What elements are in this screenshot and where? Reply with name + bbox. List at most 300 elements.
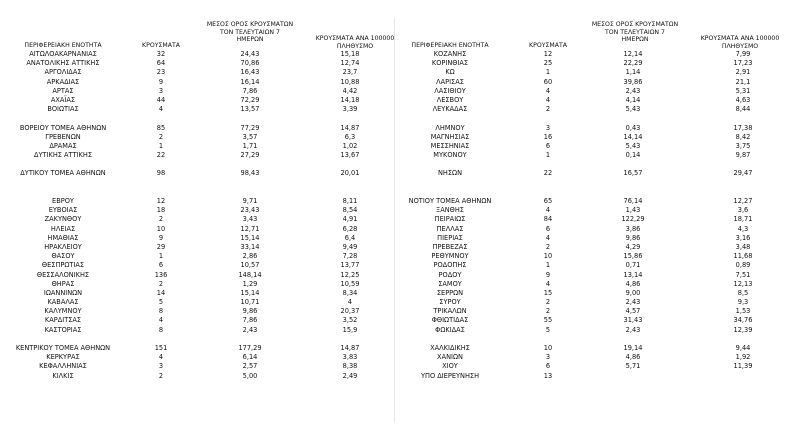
cases-cell: 14 — [156, 288, 166, 297]
cases-per-100k-cell: 6,4 — [344, 233, 356, 242]
cases-per-100k-cell: 13,67 — [340, 151, 360, 160]
row-spacer — [0, 114, 393, 123]
region-name-cell: ΚΟΡΙΝΘΙΑΣ — [431, 59, 469, 68]
cases-cell: 55 — [543, 316, 553, 325]
region-name-cell: ΗΡΑΚΛΕΙΟΥ — [44, 242, 82, 251]
region-name-cell: ΚΕΝΤΡΙΚΟΥ ΤΟΜΕΑ ΑΘΗΝΩΝ — [15, 344, 111, 353]
cases-per-100k-cell: 12,13 — [733, 279, 753, 288]
seven-day-average-cell: 4,29 — [625, 242, 641, 251]
table-row — [0, 280, 393, 289]
region-name-cell: ΡΕΘΥΜΝΟΥ — [431, 252, 469, 261]
table-row — [0, 225, 393, 234]
cases-per-100k-cell: 12,74 — [340, 59, 360, 68]
cases-cell: 2 — [158, 215, 164, 224]
cases-cell: 64 — [156, 59, 166, 68]
cases-cell: 16 — [543, 132, 553, 141]
seven-day-average-cell: 16,43 — [240, 68, 260, 77]
seven-day-average-cell: 15,14 — [240, 233, 260, 242]
table-row — [0, 261, 393, 270]
cases-per-100k-cell: 9,3 — [737, 298, 749, 307]
cases-per-100k-cell: 1,02 — [342, 141, 358, 150]
cases-column-header: ΚΡΟΥΣΜΑΤΑ — [529, 42, 567, 49]
cases-cell: 25 — [543, 59, 553, 68]
cases-per-100k-cell: 4,3 — [737, 224, 749, 233]
cases-per-100k-cell: 2,49 — [342, 371, 358, 380]
seven-day-average-cell: 19,14 — [623, 344, 643, 353]
cases-per-100k-cell: 20,01 — [340, 169, 360, 178]
cases-per-100k-cell: 7,28 — [342, 252, 358, 261]
cases-per-100k-cell: 8,54 — [342, 206, 358, 215]
cases-cell: 136 — [154, 270, 168, 279]
region-name-cell: ΧΑΛΚΙΔΙΚΗΣ — [430, 344, 470, 353]
cases-cell: 151 — [154, 344, 168, 353]
table-row — [395, 280, 788, 289]
seven-day-average-cell: 3,86 — [625, 224, 641, 233]
table-row — [0, 169, 393, 178]
cases-cell: 5 — [545, 325, 551, 334]
avg-column-header: ΜΕΣΟΣ ΟΡΟΣ ΚΡΟΥΣΜΑΤΩΝ ΤΟΝ ΤΕΛΕΥΤΑΙΩΝ 7 ΗΜΕΡΩΝ — [591, 21, 679, 44]
region-name-cell: ΘΑΣΟΥ — [51, 252, 75, 261]
seven-day-average-cell: 0,71 — [625, 261, 641, 270]
cases-per-100k-cell: 10,59 — [340, 279, 360, 288]
seven-day-average-cell: 2,86 — [242, 252, 258, 261]
cases-cell: 15 — [543, 288, 553, 297]
right-table — [395, 18, 788, 381]
cases-per-100k-cell: 11,39 — [733, 362, 753, 371]
region-name-cell: ΛΗΜΝΟΥ — [435, 123, 465, 132]
seven-day-average-cell: 2,43 — [625, 298, 641, 307]
table-row — [0, 271, 393, 280]
table-row — [0, 133, 393, 142]
row-spacer — [395, 114, 788, 123]
cases-cell: 2 — [545, 105, 551, 114]
region-name-cell: ΚΩ — [445, 68, 455, 77]
table-row — [0, 87, 393, 96]
seven-day-average-cell: 9,00 — [625, 288, 641, 297]
cases-per-100k-cell: 3,52 — [342, 316, 358, 325]
table-row — [395, 87, 788, 96]
table-row — [0, 344, 393, 353]
cases-cell: 2 — [545, 298, 551, 307]
seven-day-average-cell: 16,14 — [240, 77, 260, 86]
cases-cell: 4 — [545, 86, 551, 95]
cases-cell: 12 — [543, 50, 553, 58]
region-name-cell: ΠΡΕΒΕΖΑΣ — [432, 242, 468, 251]
seven-day-average-cell: 24,43 — [240, 50, 260, 58]
cases-cell: 98 — [156, 169, 166, 178]
table-row — [0, 298, 393, 307]
cases-cell: 1 — [545, 261, 551, 270]
seven-day-average-cell: 12,71 — [240, 224, 260, 233]
seven-day-average-cell: 22,29 — [623, 59, 643, 68]
region-name-cell: ΕΒΡΟΥ — [52, 197, 74, 206]
cases-cell: 18 — [156, 206, 166, 215]
right-table-body — [395, 50, 788, 381]
region-name-cell: ΤΡΙΚΑΛΩΝ — [433, 307, 467, 316]
cases-cell: 1 — [545, 68, 551, 77]
cases-cell: 65 — [543, 197, 553, 206]
cases-per-100k-cell: 3,6 — [737, 206, 749, 215]
rate-column-header: ΚΡΟΥΣΜΑΤΑ ΑΝΑ 100000 ΠΛΗΘΥΣΜΟ — [315, 35, 395, 50]
row-spacer — [395, 179, 788, 197]
cases-per-100k-cell: 0,89 — [735, 261, 751, 270]
table-row — [0, 142, 393, 151]
cases-cell: 2 — [158, 371, 164, 380]
table-row — [395, 243, 788, 252]
cases-per-100k-cell: 10,88 — [340, 77, 360, 86]
region-name-cell: ΣΥΡΟΥ — [439, 298, 461, 307]
cases-cell: 4 — [158, 105, 164, 114]
table-row — [0, 289, 393, 298]
region-name-cell: ΜΕΣΣΗΝΙΑΣ — [430, 141, 470, 150]
table-row — [395, 133, 788, 142]
cases-per-100k-cell: 3,48 — [735, 242, 751, 251]
table-row — [395, 78, 788, 87]
cases-per-100k-cell: 8,34 — [342, 288, 358, 297]
cases-cell: 22 — [156, 151, 166, 160]
cases-per-100k-cell: 29,47 — [733, 169, 753, 178]
table-row — [395, 59, 788, 68]
region-name-cell: ΠΕΛΛΑΣ — [436, 224, 464, 233]
region-name-cell: ΑΙΤΩΛΟΑΚΑΡΝΑΝΙΑΣ — [29, 50, 97, 58]
region-name-cell: ΝΗΣΩΝ — [437, 169, 463, 178]
cases-per-100k-cell: 14,18 — [340, 95, 360, 104]
left-table-header — [0, 18, 393, 50]
table-row — [395, 261, 788, 270]
cases-per-100k-cell: 14,87 — [340, 344, 360, 353]
cases-cell: 29 — [156, 242, 166, 251]
cases-cell: 4 — [545, 279, 551, 288]
region-name-cell: ΑΡΚΑΔΙΑΣ — [46, 77, 80, 86]
cases-per-100k-cell: 17,38 — [733, 123, 753, 132]
region-name-cell: ΛΕΥΚΑΔΑΣ — [432, 105, 468, 114]
left-table-body — [0, 50, 393, 381]
cases-per-100k-cell: 21,1 — [735, 77, 751, 86]
cases-cell: 4 — [545, 233, 551, 242]
table-row — [0, 105, 393, 114]
table-row — [0, 50, 393, 59]
cases-per-100k-cell: 3,16 — [735, 233, 751, 242]
table-row — [395, 344, 788, 353]
region-name-cell: ΘΕΣΠΡΩΤΙΑΣ — [41, 261, 85, 270]
table-row — [0, 316, 393, 325]
seven-day-average-cell: 0,14 — [625, 151, 641, 160]
table-row — [395, 234, 788, 243]
region-name-cell: ΚΑΣΤΟΡΙΑΣ — [44, 325, 82, 334]
region-name-cell: ΔΥΤΙΚΟΥ ΤΟΜΕΑ ΑΘΗΝΩΝ — [20, 169, 106, 178]
table-row — [0, 307, 393, 316]
rate-column-header: ΚΡΟΥΣΜΑΤΑ ΑΝΑ 100000 ΠΛΗΘΥΣΜΟ — [700, 35, 780, 50]
table-row — [0, 215, 393, 224]
cases-cell: 6 — [545, 224, 551, 233]
seven-day-average-cell: 0,43 — [625, 123, 641, 132]
table-row — [395, 206, 788, 215]
table-row — [395, 271, 788, 280]
cases-per-100k-cell: 20,37 — [340, 307, 360, 316]
region-name-cell: ΑΡΤΑΣ — [52, 86, 74, 95]
region-name-cell: ΗΜΑΘΙΑΣ — [47, 233, 79, 242]
seven-day-average-cell: 70,86 — [240, 59, 260, 68]
table-row — [395, 289, 788, 298]
seven-day-average-cell: 5,00 — [242, 371, 258, 380]
table-row — [395, 307, 788, 316]
table-row — [0, 206, 393, 215]
region-name-cell: ΧΙΟΥ — [442, 362, 458, 371]
seven-day-average-cell: 2,43 — [625, 325, 641, 334]
cases-cell: 60 — [543, 77, 553, 86]
cases-per-100k-cell: 11,68 — [733, 252, 753, 261]
table-row — [0, 326, 393, 335]
seven-day-average-cell: 148,14 — [238, 270, 262, 279]
seven-day-average-cell: 98,43 — [240, 169, 260, 178]
seven-day-average-cell: 5,43 — [625, 105, 641, 114]
region-name-cell: ΚΙΛΚΙΣ — [52, 371, 74, 380]
cases-per-100k-cell: 4,42 — [342, 86, 358, 95]
cases-cell: 6 — [545, 141, 551, 150]
cases-cell: 9 — [158, 233, 164, 242]
region-name-cell: ΖΑΚΥΝΘΟΥ — [44, 215, 82, 224]
region-name-cell: ΗΛΕΙΑΣ — [50, 224, 76, 233]
region-name-cell: ΦΩΚΙΔΑΣ — [435, 325, 465, 334]
avg-column-header: ΜΕΣΟΣ ΟΡΟΣ ΚΡΟΥΣΜΑΤΩΝ ΤΟΝ ΤΕΛΕΥΤΑΙΩΝ 7 ΗΜΕΡΩΝ — [206, 21, 294, 44]
cases-per-100k-cell: 34,76 — [733, 316, 753, 325]
seven-day-average-cell: 10,57 — [240, 261, 260, 270]
region-name-cell: ΦΘΙΩΤΙΔΑΣ — [431, 316, 469, 325]
cases-cell: 3 — [158, 86, 164, 95]
region-name-cell: ΛΑΣΙΘΙΟΥ — [434, 86, 466, 95]
table-row — [395, 362, 788, 371]
table-row — [0, 243, 393, 252]
region-name-cell: ΚΑΛΥΜΝΟΥ — [44, 307, 82, 316]
table-row — [395, 225, 788, 234]
cases-per-100k-cell: 12,25 — [340, 270, 360, 279]
left-table — [0, 18, 393, 381]
seven-day-average-cell: 77,29 — [240, 123, 260, 132]
region-name-cell: ΠΕΙΡΑΙΩΣ — [434, 215, 466, 224]
cases-per-100k-cell: 7,99 — [735, 50, 751, 58]
cases-per-100k-cell: 23,7 — [342, 68, 358, 77]
table-row — [0, 252, 393, 261]
table-row — [395, 169, 788, 178]
table-row — [0, 372, 393, 381]
cases-per-100k-cell: 1,53 — [735, 307, 751, 316]
region-name-cell: ΔΡΑΜΑΣ — [49, 141, 77, 150]
table-row — [0, 59, 393, 68]
cases-cell: 9 — [158, 77, 164, 86]
seven-day-average-cell: 4,57 — [625, 307, 641, 316]
seven-day-average-cell: 16,57 — [623, 169, 643, 178]
region-name-cell: ΧΑΝΙΩΝ — [437, 353, 463, 362]
cases-cell: 13 — [543, 371, 553, 380]
cases-cell: 32 — [156, 50, 166, 58]
region-name-cell: ΘΗΡΑΣ — [51, 279, 75, 288]
region-name-cell: ΜΥΚΟΝΟΥ — [433, 151, 467, 160]
cases-per-100k-cell: 4,91 — [342, 215, 358, 224]
table-row — [395, 316, 788, 325]
region-name-cell: ΜΑΓΝΗΣΙΑΣ — [430, 132, 470, 141]
cases-cell: 22 — [543, 169, 553, 178]
cases-cell: 2 — [158, 132, 164, 141]
seven-day-average-cell: 4,86 — [625, 353, 641, 362]
table-row — [395, 215, 788, 224]
table-row — [0, 78, 393, 87]
table-row — [395, 68, 788, 77]
region-name-cell: ΕΥΒΟΙΑΣ — [48, 206, 78, 215]
seven-day-average-cell: 12,14 — [623, 50, 643, 58]
region-name-cell: ΘΕΣΣΑΛΟΝΙΚΗΣ — [36, 270, 90, 279]
table-row — [395, 142, 788, 151]
cases-cell: 3 — [545, 353, 551, 362]
table-row — [0, 96, 393, 105]
table-row — [395, 372, 788, 381]
region-name-cell: ΣΑΜΟΥ — [438, 279, 462, 288]
row-spacer — [395, 160, 788, 169]
region-name-cell: ΔΥΤΙΚΗΣ ΑΤΤΙΚΗΣ — [33, 151, 92, 160]
cases-per-100k-cell: 6,28 — [342, 224, 358, 233]
region-name-cell: ΚΑΒΑΛΑΣ — [47, 298, 79, 307]
seven-day-average-cell: 15,86 — [623, 252, 643, 261]
cases-per-100k-cell: 3,39 — [342, 105, 358, 114]
region-name-cell: ΛΕΣΒΟΥ — [436, 95, 464, 104]
cases-per-100k-cell: 12,27 — [733, 197, 753, 206]
cases-per-100k-cell: 8,38 — [342, 362, 358, 371]
cases-per-100k-cell: 15,9 — [342, 325, 358, 334]
region-name-cell: ΞΑΝΘΗΣ — [436, 206, 464, 215]
cases-cell: 5 — [158, 298, 164, 307]
row-spacer — [395, 335, 788, 344]
seven-day-average-cell: 1,43 — [625, 206, 641, 215]
region-column-header: ΠΕΡΙΦΕΡΕΙΑΚΗ ΕΝΟΤΗΤΑ — [411, 42, 489, 49]
seven-day-average-cell: 6,14 — [242, 353, 258, 362]
cases-per-100k-cell: 4 — [347, 298, 353, 307]
row-spacer — [0, 179, 393, 197]
cases-cell: 1 — [158, 141, 164, 150]
cases-per-100k-cell: 3,75 — [735, 141, 751, 150]
region-name-cell: ΚΕΡΚΥΡΑΣ — [46, 353, 80, 362]
seven-day-average-cell: 13,14 — [623, 270, 643, 279]
seven-day-average-cell: 14,14 — [623, 132, 643, 141]
cases-cell: 6 — [158, 261, 164, 270]
seven-day-average-cell: 31,43 — [623, 316, 643, 325]
cases-per-100k-cell: 7,51 — [735, 270, 751, 279]
region-name-cell: ΑΡΓΟΛΙΔΑΣ — [44, 68, 82, 77]
cases-cell: 10 — [543, 344, 553, 353]
seven-day-average-cell: 5,43 — [625, 141, 641, 150]
seven-day-average-cell: 1,14 — [625, 68, 641, 77]
table-row — [0, 362, 393, 371]
seven-day-average-cell: 27,29 — [240, 151, 260, 160]
cases-cell: 4 — [158, 353, 164, 362]
cases-cell: 10 — [543, 252, 553, 261]
seven-day-average-cell: 2,43 — [625, 86, 641, 95]
region-name-cell: ΚΟΖΑΝΗΣ — [433, 50, 467, 58]
seven-day-average-cell: 5,71 — [625, 362, 641, 371]
cases-per-100k-cell: 8,42 — [735, 132, 751, 141]
cases-per-100k-cell: 9,44 — [735, 344, 751, 353]
table-row — [0, 68, 393, 77]
seven-day-average-cell: 39,86 — [623, 77, 643, 86]
cases-cell: 84 — [543, 215, 553, 224]
cases-cell: 44 — [156, 95, 166, 104]
cases-per-100k-cell: 6,3 — [344, 132, 356, 141]
region-name-cell: ΡΟΔΟΥ — [438, 270, 462, 279]
table-row — [395, 326, 788, 335]
cases-cell: 85 — [156, 123, 166, 132]
right-table-header — [395, 18, 788, 50]
seven-day-average-cell: 76,14 — [623, 197, 643, 206]
cases-per-100k-cell: 15,18 — [340, 50, 360, 58]
row-spacer — [0, 160, 393, 169]
cases-per-100k-cell: 9,87 — [735, 151, 751, 160]
seven-day-average-cell: 33,14 — [240, 242, 260, 251]
seven-day-average-cell: 3,57 — [242, 132, 258, 141]
seven-day-average-cell: 7,86 — [242, 86, 258, 95]
cases-per-100k-cell: 3,83 — [342, 353, 358, 362]
cases-per-100k-cell: 18,71 — [733, 215, 753, 224]
region-name-cell: ΚΑΡΔΙΤΣΑΣ — [44, 316, 82, 325]
cases-cell: 1 — [158, 252, 164, 261]
seven-day-average-cell: 10,71 — [240, 298, 260, 307]
cases-cell: 9 — [545, 270, 551, 279]
seven-day-average-cell: 177,29 — [238, 344, 262, 353]
cases-cell: 2 — [545, 307, 551, 316]
cases-per-100k-cell: 13,77 — [340, 261, 360, 270]
region-name-cell: ΑΝΑΤΟΛΙΚΗΣ ΑΤΤΙΚΗΣ — [26, 59, 100, 68]
seven-day-average-cell: 1,71 — [242, 141, 258, 150]
seven-day-average-cell: 2,43 — [242, 325, 258, 334]
cases-per-100k-cell: 17,23 — [733, 59, 753, 68]
seven-day-average-cell: 13,57 — [240, 105, 260, 114]
seven-day-average-cell: 9,86 — [242, 307, 258, 316]
table-row — [395, 151, 788, 160]
cases-per-100k-cell: 1,92 — [735, 353, 751, 362]
seven-day-average-cell: 15,14 — [240, 288, 260, 297]
region-name-cell: ΙΩΑΝΝΙΝΩΝ — [43, 288, 83, 297]
cases-cell: 8 — [158, 307, 164, 316]
cases-column-header: ΚΡΟΥΣΜΑΤΑ — [142, 42, 180, 49]
region-name-cell: ΝΟΤΙΟΥ ΤΟΜΕΑ ΑΘΗΝΩΝ — [408, 197, 492, 206]
cases-per-100k-cell: 12,39 — [733, 325, 753, 334]
table-row — [395, 252, 788, 261]
seven-day-average-cell: 23,43 — [240, 206, 260, 215]
seven-day-average-cell: 9,86 — [625, 233, 641, 242]
cases-cell: 10 — [156, 224, 166, 233]
cases-cell: 2 — [545, 242, 551, 251]
seven-day-average-cell: 9,71 — [242, 197, 258, 206]
cases-cell: 12 — [156, 197, 166, 206]
cases-per-100k-cell: 8,44 — [735, 105, 751, 114]
cases-cell: 2 — [158, 279, 164, 288]
cases-per-100k-cell: 9,49 — [342, 242, 358, 251]
table-row — [0, 151, 393, 160]
cases-cell: 3 — [545, 123, 551, 132]
table-row — [0, 353, 393, 362]
table-row — [395, 124, 788, 133]
table-row — [395, 96, 788, 105]
cases-cell: 8 — [158, 325, 164, 334]
cases-cell: 4 — [545, 206, 551, 215]
row-spacer — [0, 335, 393, 344]
seven-day-average-cell: 72,29 — [240, 95, 260, 104]
seven-day-average-cell: 7,86 — [242, 316, 258, 325]
region-name-cell: ΒΟΡΕΙΟΥ ΤΟΜΕΑ ΑΘΗΝΩΝ — [19, 123, 107, 132]
seven-day-average-cell: 1,29 — [242, 279, 258, 288]
table-row — [395, 353, 788, 362]
seven-day-average-cell: 122,29 — [621, 215, 645, 224]
table-row — [395, 298, 788, 307]
region-name-cell: ΑΧΑΪΑΣ — [50, 95, 76, 104]
cases-cell: 4 — [545, 95, 551, 104]
